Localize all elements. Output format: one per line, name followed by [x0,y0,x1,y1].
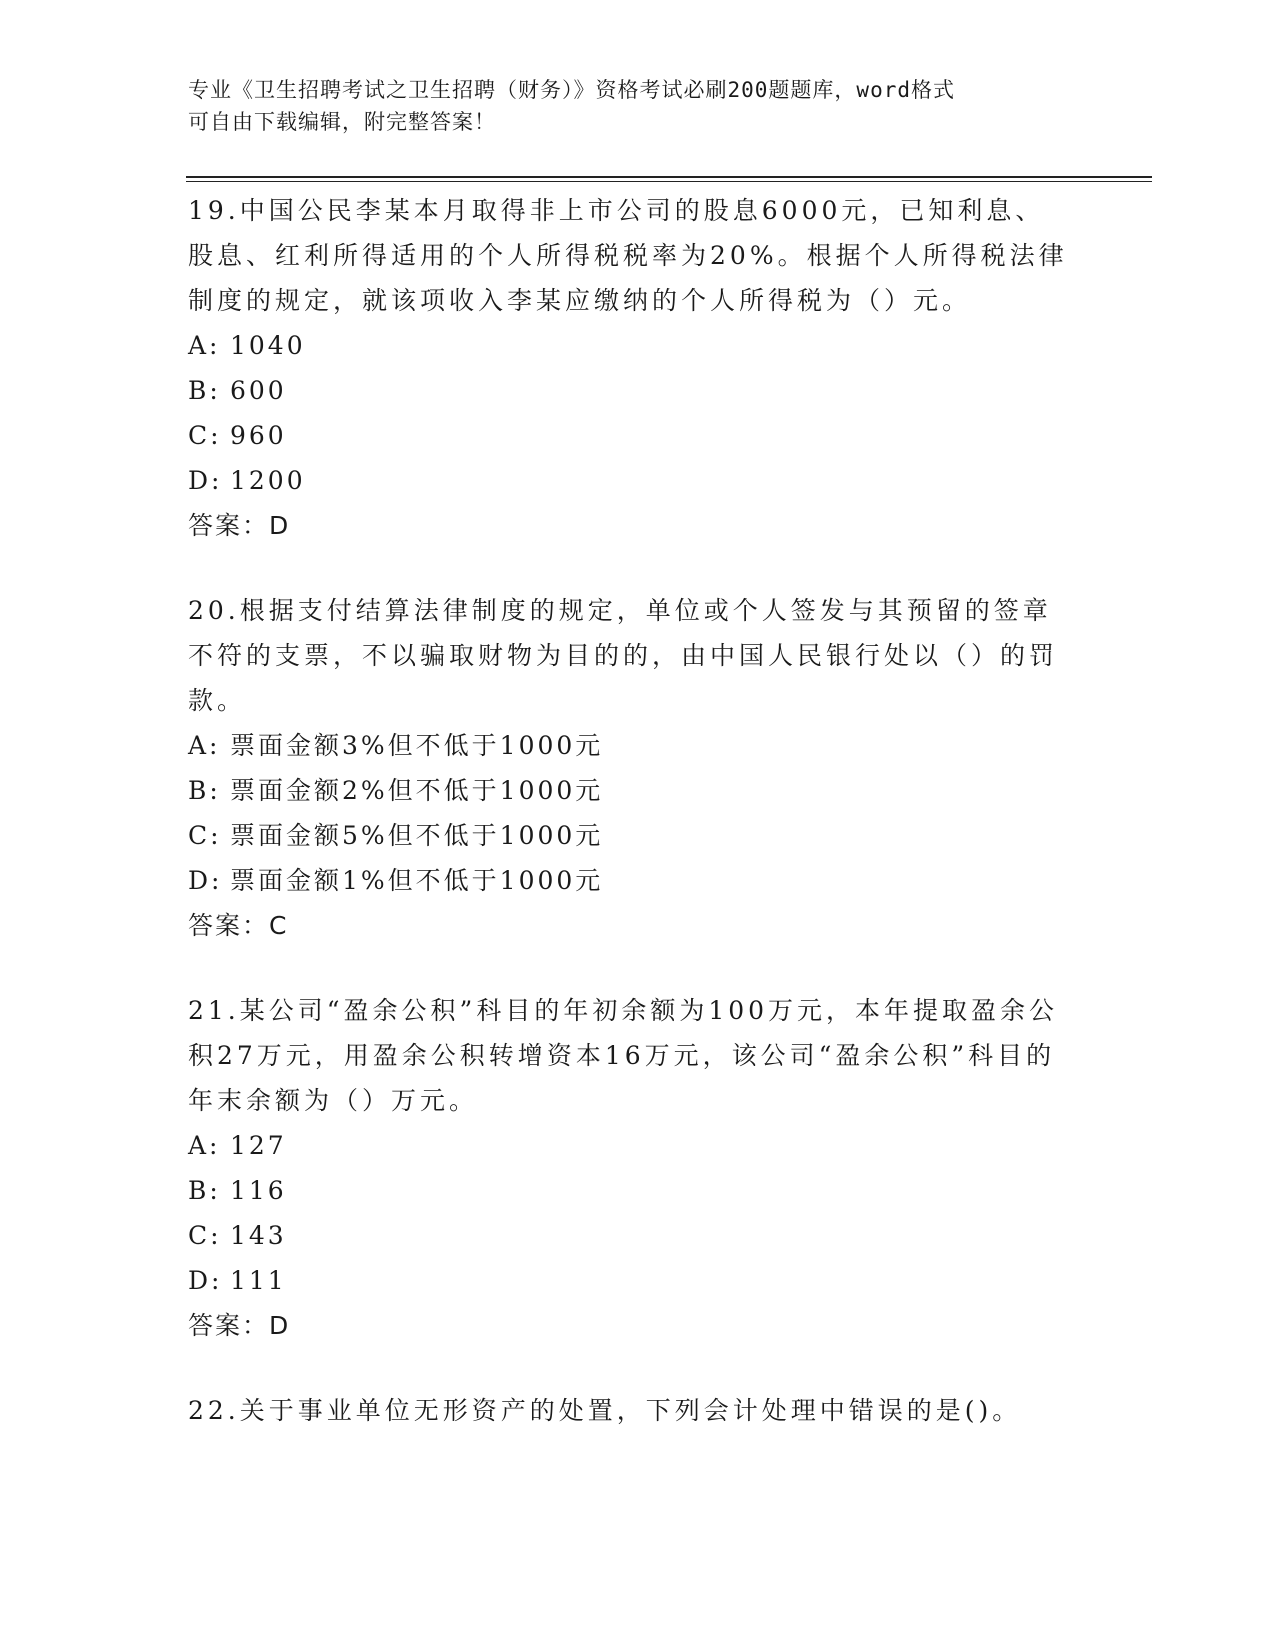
option-b [188,1168,1068,1213]
option-c [188,1213,1068,1258]
option-text: 票面金额2%但不低于1000元 [230,776,604,805]
option-label: D: [188,1266,223,1295]
option-text: 1200 [230,466,306,495]
question-list [188,188,1068,1473]
option-label: C: [188,821,222,850]
question-stem: 19.中国公民李某本月取得非上市公司的股息6000元，已知利息、股息、红利所得适用的个人所得税税率为20%。根据个人所得税法律制度的规定，就该项收入李某应缴纳的个人所得税为（）元。 [188,196,1068,315]
option-label: C: [188,1221,222,1250]
option-text: 1040 [230,331,306,360]
answer-line: 答案：D [188,1311,291,1340]
option-text: 票面金额1%但不低于1000元 [230,866,604,895]
option-label: B: [188,1176,221,1205]
header-divider-thick [186,176,1152,178]
option-a [188,1123,1068,1168]
option-label: A: [188,731,221,760]
option-label: A: [188,1131,221,1160]
option-text: 票面金额5%但不低于1000元 [230,821,604,850]
option-label: C: [188,421,222,450]
option-text: 600 [230,376,287,405]
question-stem: 21.某公司“盈余公积”科目的年初余额为100万元，本年提取盈余公积27万元，用盈余公积转增资本16万元，该公司“盈余公积”科目的年末余额为（）万元。 [188,996,1059,1115]
option-label: B: [188,776,221,805]
option-text: 111 [230,1266,287,1295]
answer-line: 答案：C [188,911,289,940]
option-label: A: [188,331,221,360]
question-stem: 22.关于事业单位无形资产的处置，下列会计处理中错误的是()。 [188,1396,1022,1425]
question-20 [188,588,1068,948]
option-a [188,723,1068,768]
option-label: B: [188,376,221,405]
option-text: 143 [230,1221,287,1250]
question-stem: 20.根据支付结算法律制度的规定，单位或个人签发与其预留的签章不符的支票，不以骗取财物为目的的，由中国人民银行处以（）的罚款。 [188,596,1059,715]
option-c [188,413,1068,458]
option-text: 960 [230,421,287,450]
header-line-2: 可自由下载编辑，附完整答案！ [188,110,496,134]
option-b [188,368,1068,413]
option-d [188,458,1068,503]
option-b [188,768,1068,813]
option-d [188,1258,1068,1303]
header-divider-thin [186,181,1152,182]
question-19 [188,188,1068,548]
option-text: 127 [230,1131,287,1160]
answer-line: 答案：D [188,511,291,540]
option-text: 116 [230,1176,287,1205]
question-21 [188,988,1068,1348]
question-22 [188,1388,1068,1433]
option-a [188,323,1068,368]
option-label: D: [188,466,223,495]
document-header [188,74,1068,138]
header-line-1: 专业《卫生招聘考试之卫生招聘（财务）》资格考试必刷200题题库，word格式 [188,78,955,102]
option-c [188,813,1068,858]
option-text: 票面金额3%但不低于1000元 [230,731,604,760]
option-d [188,858,1068,903]
option-label: D: [188,866,223,895]
